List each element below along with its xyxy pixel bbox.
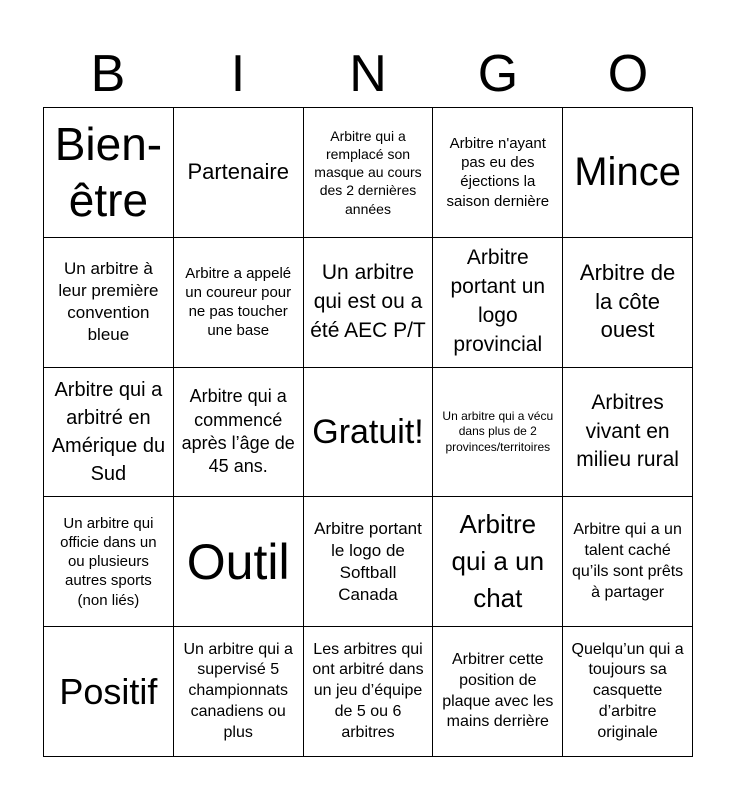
header-letter-g: G <box>477 45 519 103</box>
bingo-cell-text: Arbitre qui a un chat <box>451 509 545 614</box>
bingo-cell <box>304 368 434 498</box>
bingo-cell <box>304 108 434 238</box>
bingo-cell-text: Mince <box>574 150 681 195</box>
bingo-cell <box>563 627 693 757</box>
bingo-cell <box>44 627 174 757</box>
bingo-cell-text: Bien-être <box>54 118 163 227</box>
bingo-cell <box>563 238 693 368</box>
bingo-cell-text: Un arbitre qui a vécu dans plus de 2 provinces/territoires <box>442 408 554 454</box>
bingo-cell-text: Arbitre de la côte ouest <box>579 260 676 343</box>
bingo-cell <box>433 238 563 368</box>
bingo-cell <box>433 497 563 627</box>
bingo-cell <box>174 497 304 627</box>
header-letter-i: I <box>230 45 246 103</box>
bingo-cell-text: Arbitre qui a commencé après l’âge de 45 ans. <box>181 386 295 477</box>
bingo-cell <box>304 627 434 757</box>
bingo-cell <box>174 238 304 368</box>
bingo-cell-text: Arbitre portant le logo de Softball Canada <box>314 518 422 604</box>
bingo-header <box>43 40 693 108</box>
bingo-cell <box>44 238 174 368</box>
header-letter-o: O <box>607 45 649 103</box>
bingo-cell-text: Arbitre portant un logo provincial <box>450 246 546 357</box>
bingo-cell-text: Outil <box>186 533 290 590</box>
bingo-cell-text: Arbitre a appelé un coureur pour ne pas toucher une base <box>185 264 292 340</box>
bingo-cell <box>563 108 693 238</box>
bingo-cell <box>563 368 693 498</box>
bingo-cell <box>44 368 174 498</box>
header-letter-n: N <box>349 45 387 103</box>
bingo-cell <box>304 238 434 368</box>
bingo-cell-text: Un arbitre à leur première convention bleue <box>58 259 159 345</box>
header-letter-b: B <box>90 45 126 103</box>
bingo-cell-text: Gratuit! <box>312 412 424 451</box>
bingo-cell <box>44 108 174 238</box>
bingo-cell <box>433 368 563 498</box>
bingo-cell-text: Les arbitres qui ont arbitré dans un jeu d’équipe de 5 ou 6 arbitres <box>312 640 424 741</box>
bingo-cell <box>44 497 174 627</box>
bingo-grid <box>43 107 693 757</box>
bingo-cell <box>304 497 434 627</box>
bingo-cell-text: Un arbitre qui est ou a été AEC P/T <box>310 260 426 342</box>
bingo-cell <box>174 627 304 757</box>
bingo-cell-text: Arbitre qui a arbitré en Amérique du Sud <box>51 378 166 485</box>
bingo-cell <box>433 108 563 238</box>
bingo-cell-text: Partenaire <box>187 159 289 185</box>
bingo-cell-text: Arbitres vivant en milieu rural <box>576 390 679 472</box>
bingo-cell-text: Arbitre qui a un talent caché qu’ils sont prêts à partager <box>572 521 684 601</box>
bingo-cell <box>174 108 304 238</box>
bingo-cell-text: Un arbitre qui a supervisé 5 championnats canadiens ou plus <box>183 640 293 741</box>
bingo-cell-text: Positif <box>59 671 158 712</box>
bingo-cell <box>563 497 693 627</box>
bingo-cell <box>433 627 563 757</box>
bingo-cell-text: Arbitrer cette position de plaque avec les mains derrière <box>442 651 554 731</box>
bingo-cell-text: Un arbitre qui officie dans un ou plusieurs autres sports (non liés) <box>60 514 157 609</box>
bingo-cell <box>174 368 304 498</box>
bingo-cell-text: Quelqu’un qui a toujours sa casquette d’arbitre originale <box>571 640 684 741</box>
bingo-cell-text: Arbitre n'ayant pas eu des éjections la saison dernière <box>446 135 550 210</box>
bingo-cell-text: Arbitre qui a remplacé son masque au cours des 2 dernières années <box>314 127 422 217</box>
